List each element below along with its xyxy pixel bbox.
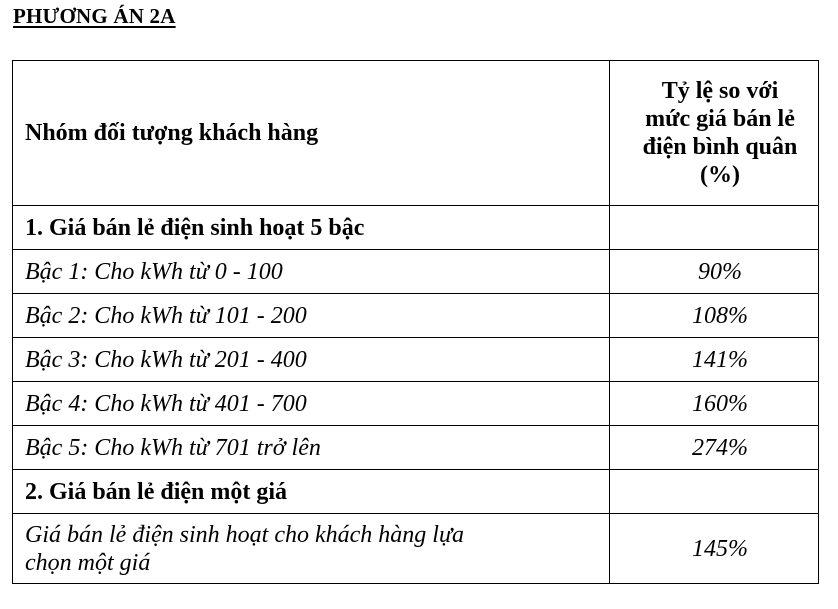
tier-value: 160% (610, 382, 819, 426)
table-row (13, 426, 819, 470)
tier-value: 274% (610, 426, 819, 470)
tier-label: Bậc 3: Cho kWh từ 201 - 400 (13, 338, 610, 382)
tier-value: 141% (610, 338, 819, 382)
table-row (13, 382, 819, 426)
tier-label: Bậc 2: Cho kWh từ 101 - 200 (13, 294, 610, 338)
tier-value: 90% (610, 250, 819, 294)
tier-label-line: chọn một giá (25, 549, 151, 576)
section-row (13, 206, 819, 250)
header-customer-group: Nhóm đối tượng khách hàng (13, 61, 610, 206)
tier-value: 108% (610, 294, 819, 338)
tier-label: Bậc 5: Cho kWh từ 701 trở lên (13, 426, 610, 470)
header-ratio-line: Tỷ lệ so với (661, 78, 779, 104)
table-row (13, 338, 819, 382)
section-value-empty (610, 206, 819, 250)
section-row (13, 470, 819, 514)
tier-value: 145% (610, 514, 819, 584)
header-ratio-line: điện bình quân (642, 134, 798, 160)
header-ratio-line: (%) (700, 162, 740, 188)
tier-label-line: Giá bán lẻ điện sinh hoạt cho khách hàng lựa (25, 521, 465, 548)
header-ratio-line: mức giá bán lẻ (645, 106, 795, 132)
tier-label: Bậc 4: Cho kWh từ 401 - 700 (13, 382, 610, 426)
tier-label (13, 514, 610, 584)
table-header-row (13, 61, 819, 206)
header-ratio (610, 61, 819, 206)
table-row (13, 250, 819, 294)
section-label: 1. Giá bán lẻ điện sinh hoạt 5 bậc (13, 206, 610, 250)
section-label: 2. Giá bán lẻ điện một giá (13, 470, 610, 514)
table-row (13, 514, 819, 584)
tier-label: Bậc 1: Cho kWh từ 0 - 100 (13, 250, 610, 294)
table-row (13, 294, 819, 338)
page-title: PHƯƠNG ÁN 2A (13, 4, 176, 28)
price-ratio-table (12, 60, 819, 584)
section-value-empty (610, 470, 819, 514)
